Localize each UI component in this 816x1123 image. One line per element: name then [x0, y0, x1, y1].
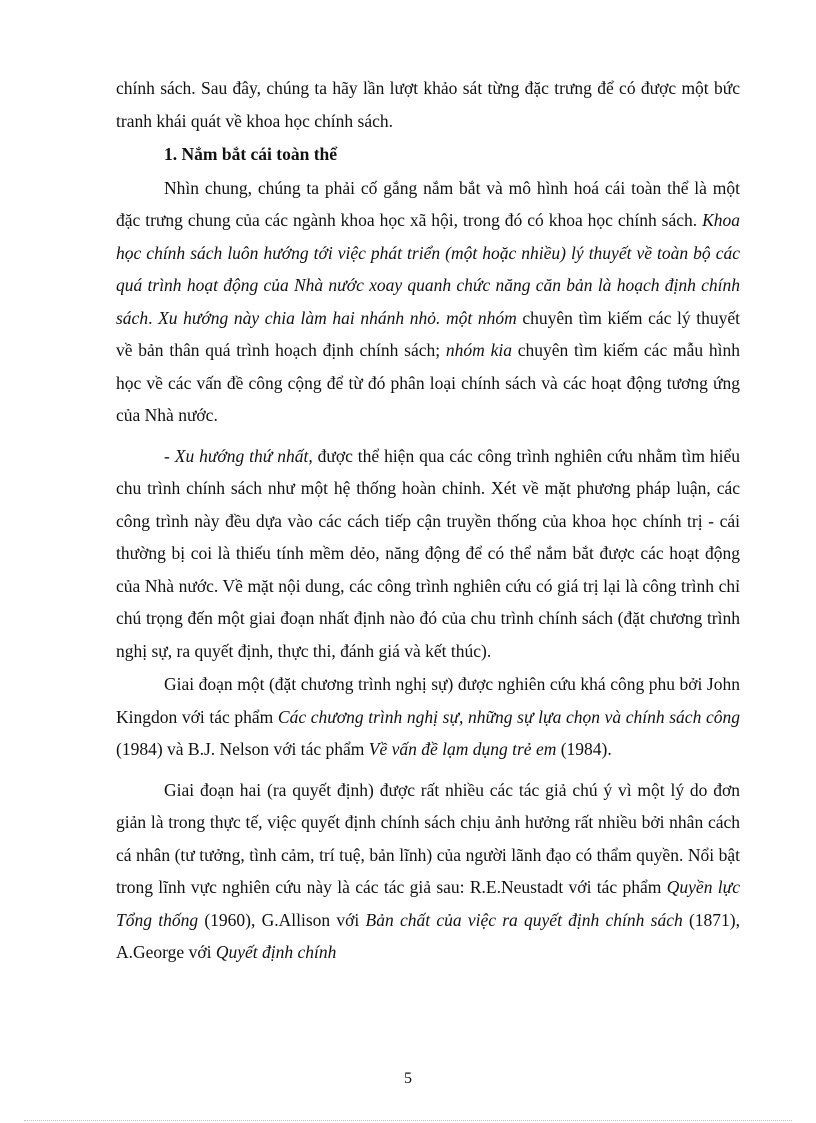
paragraph-stage-two: [116, 774, 740, 969]
body-text: [116, 72, 740, 969]
text-run: chính sách. Sau đây, chúng ta hãy lần lượt khảo sát từng đặc trưng để có được một bức tranh khái quát về khoa học chính sách.: [116, 78, 740, 131]
section-heading: 1. Nắm bắt cái toàn thể: [164, 144, 338, 164]
text-run: Giai đoạn một (đặt chương trình nghị sự) được nghiên cứu khá công phu bởi John Kingdon với tác phẩm: [116, 674, 740, 727]
paragraph-overview: [116, 172, 740, 432]
italic-run: Về vấn đề lạm dụng trẻ em: [368, 739, 557, 759]
paragraph-first-trend: [116, 440, 740, 668]
text-run: Nhìn chung, chúng ta phải cố gắng nắm bắt và mô hình hoá cái toàn thể là một đặc trưng chung của các ngành khoa học xã hội, trong đó có khoa học chính sách.: [116, 177, 740, 230]
text-run: chuyên tìm kiếm các mẫu hình học về các vấn đề công cộng để từ đó phân loại chính sách và các hoạt động tương ứng của Nhà nước.: [116, 340, 741, 425]
text-run: chuyên tìm kiếm các lý thuyết về bản thân quá trình hoạch định chính sách;: [116, 307, 740, 360]
text-run: (1960), G.Allison với: [198, 909, 366, 930]
italic-run: Quyết định chính: [215, 942, 337, 962]
italic-run: Xu hướng thứ nhất,: [174, 445, 313, 466]
text-run: Giai đoạn hai (ra quyết định) được rất nhiều các tác giả chú ý vì một lý do đơn giản là trong thực tế, việc quyết định chính sách chịu ảnh hưởng rất nhiều bởi nhân cách cá nhân (tư tưởng, tình cảm, trí tuệ, bản lĩnh) của người lãnh đạo có thẩm quyền. Nổi bật trong lĩnh vực nghiên cứu này là các tác giả sau: R.E.Neustadt với tác phẩm: [116, 779, 740, 897]
paragraph-stage-one: [116, 668, 740, 766]
text-run: -: [164, 445, 175, 466]
text-run: .: [148, 307, 159, 328]
text-run: (1871), A.George với: [116, 909, 741, 962]
italic-run: Quyền lực Tổng thống: [116, 877, 740, 930]
italic-run: Xu hướng này chia làm hai nhánh nhỏ. một nhóm: [158, 307, 517, 328]
italic-run: nhóm kia: [445, 340, 512, 360]
page-number: 5: [404, 1070, 412, 1087]
italic-run: Khoa học chính sách luôn hướng tới việc phát triển (một hoặc nhiều) lý thuyết về toàn bộ các quá trình hoạt động của Nhà nước xoay quanh chức năng căn bản là hoạch định chính sách: [116, 210, 740, 328]
italic-run: Các chương trình nghị sự, những sự lựa chọn và chính sách công: [277, 706, 740, 727]
text-run: (1984).: [556, 739, 612, 759]
paragraph-intro: [116, 72, 740, 137]
text-run: (1984) và B.J. Nelson với tác phẩm: [116, 739, 369, 759]
italic-run: Bản chất của việc ra quyết định chính sách: [365, 909, 683, 930]
page-divider: [24, 1120, 792, 1121]
text-run: được thể hiện qua các công trình nghiên cứu nhằm tìm hiểu chu trình chính sách như một hệ thống hoàn chỉnh. Xét về mặt phương pháp luận, các công trình này đều dựa vào các cách tiếp cận truyền thống của khoa học chính trị - cái thường bị coi là thiếu tính mềm dẻo, năng động để có thể nắm bắt được các hoạt động của Nhà nước. Về mặt nội dung, các công trình nghiên cứu có giá trị lại là công trình chỉ chú trọng đến một giai đoạn nhất định nào đó của chu trình chính sách (đặt chương trình nghị sự, ra quyết định, thực thi, đánh giá và kết thúc).: [116, 445, 741, 661]
